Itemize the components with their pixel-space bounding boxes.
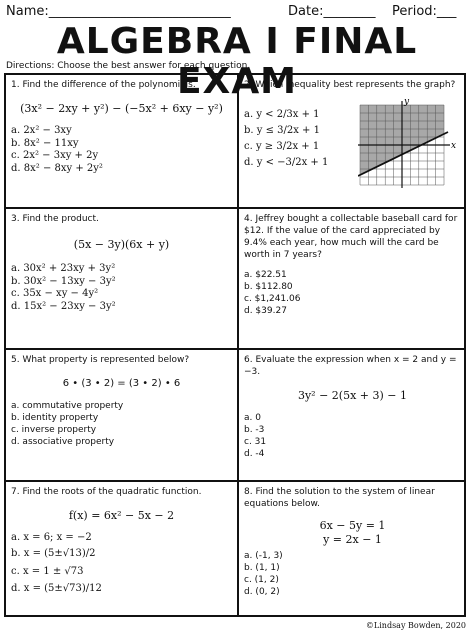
date-field[interactable]: Date:________	[288, 4, 376, 19]
choice-d[interactable]: d. (0, 2)	[244, 587, 280, 597]
choice-c[interactable]: c. 35x − xy − 4y²	[11, 288, 99, 299]
choice-d[interactable]: d. x = (5±√73)/12	[11, 583, 102, 594]
question-8	[239, 482, 466, 615]
choice-a[interactable]: a. 0	[244, 413, 261, 423]
directions: Directions: Choose the best answer for each question.	[6, 61, 251, 71]
choice-d[interactable]: d. -4	[244, 449, 265, 459]
page-title: ALGEBRA I FINAL EXAM	[56, 21, 418, 102]
choice-a[interactable]: a. $22.51	[244, 270, 287, 280]
choice-a[interactable]: a. (-1, 3)	[244, 551, 283, 561]
question-7	[6, 482, 237, 615]
choice-c[interactable]: c. 2x² − 3xy + 2y	[11, 150, 99, 161]
y-axis-label: y	[404, 97, 410, 107]
choice-a[interactable]: a. x = 6; x = −2	[11, 532, 92, 543]
graph-svg	[358, 97, 458, 189]
choice-c[interactable]: c. $1,241.06	[244, 294, 301, 304]
choice-c[interactable]: c. 31	[244, 437, 267, 447]
choice-b[interactable]: b. -3	[244, 425, 265, 435]
choice-c[interactable]: c. inverse property	[11, 425, 97, 435]
question-expression: (5x − 3y)(6x + y)	[73, 238, 170, 251]
question-prompt: 1. Find the difference of the polynomials.	[11, 80, 196, 90]
question-2	[239, 75, 466, 207]
question-expression: f(x) = 6x² − 5x − 2	[68, 509, 175, 522]
choice-c[interactable]: c. y ≥ 3/2x + 1	[244, 141, 320, 152]
question-prompt: 3. Find the product.	[11, 214, 99, 224]
question-6	[239, 350, 466, 480]
choice-b[interactable]: b. x = (5±√13)/2	[11, 548, 96, 559]
question-5	[6, 350, 237, 480]
question-expression: y = 2x − 1	[323, 533, 382, 546]
choice-d[interactable]: d. 15x² − 23xy − 3y²	[11, 300, 116, 312]
choice-d[interactable]: d. $39.27	[244, 306, 287, 316]
choice-a[interactable]: a. y < 2/3x + 1	[244, 109, 320, 120]
question-prompt: 2. Which inequality best represents the graph?	[244, 80, 456, 90]
choice-a[interactable]: a. 30x² + 23xy + 3y²	[11, 263, 116, 274]
question-3	[6, 209, 237, 348]
question-grid	[4, 73, 466, 617]
x-axis-label: x	[451, 141, 457, 151]
choice-b[interactable]: b. (1, 1)	[244, 563, 280, 573]
choice-c[interactable]: c. x = 1 ± √73	[11, 566, 84, 577]
choice-d[interactable]: d. 8x² − 8xy + 2y²	[11, 162, 103, 174]
question-expression: 3y² − 2(5x + 3) − 1	[297, 389, 408, 402]
question-prompt: 5. What property is represented below?	[11, 355, 190, 365]
choice-d[interactable]: d. associative property	[11, 437, 115, 447]
inequality-graph	[358, 97, 458, 189]
question-prompt: 6. Evaluate the expression when x = 2 and y = −3.	[244, 355, 457, 377]
choice-b[interactable]: b. 8x² − 11xy	[11, 137, 79, 149]
question-prompt: 7. Find the roots of the quadratic function.	[11, 487, 202, 497]
period-field[interactable]: Period:___	[392, 4, 457, 19]
question-expression: 6 • (3 • 2) = (3 • 2) • 6	[62, 378, 181, 389]
choice-a[interactable]: a. commutative property	[11, 401, 124, 411]
question-1	[6, 75, 237, 207]
header	[6, 4, 468, 22]
choice-b[interactable]: b. y ≤ 3/2x + 1	[244, 125, 320, 136]
choice-c[interactable]: c. (1, 2)	[244, 575, 279, 585]
choice-d[interactable]: d. y < −3/2x + 1	[244, 157, 329, 168]
question-4	[239, 209, 466, 348]
choice-b[interactable]: b. $112.80	[244, 282, 293, 292]
name-field[interactable]: Name:____________________________	[6, 4, 231, 19]
question-prompt: 8. Find the solution to the system of linear equations below.	[244, 487, 435, 509]
choice-a[interactable]: a. 2x² − 3xy	[11, 125, 72, 136]
question-prompt: 4. Jeffrey bought a collectable baseball card for $12. If the value of the card appreciated by 9.4% each year, how much will the card be worth in 7 years?	[244, 214, 458, 260]
choice-b[interactable]: b. identity property	[11, 413, 99, 423]
question-expression: 6x − 5y = 1	[319, 519, 386, 532]
question-expression: (3x² − 2xy + y²) − (−5x² + 6xy − y²)	[20, 102, 223, 115]
choice-b[interactable]: b. 30x² − 13xy − 3y²	[11, 275, 116, 287]
copyright: ©Lindsay Bowden, 2020	[365, 621, 466, 630]
